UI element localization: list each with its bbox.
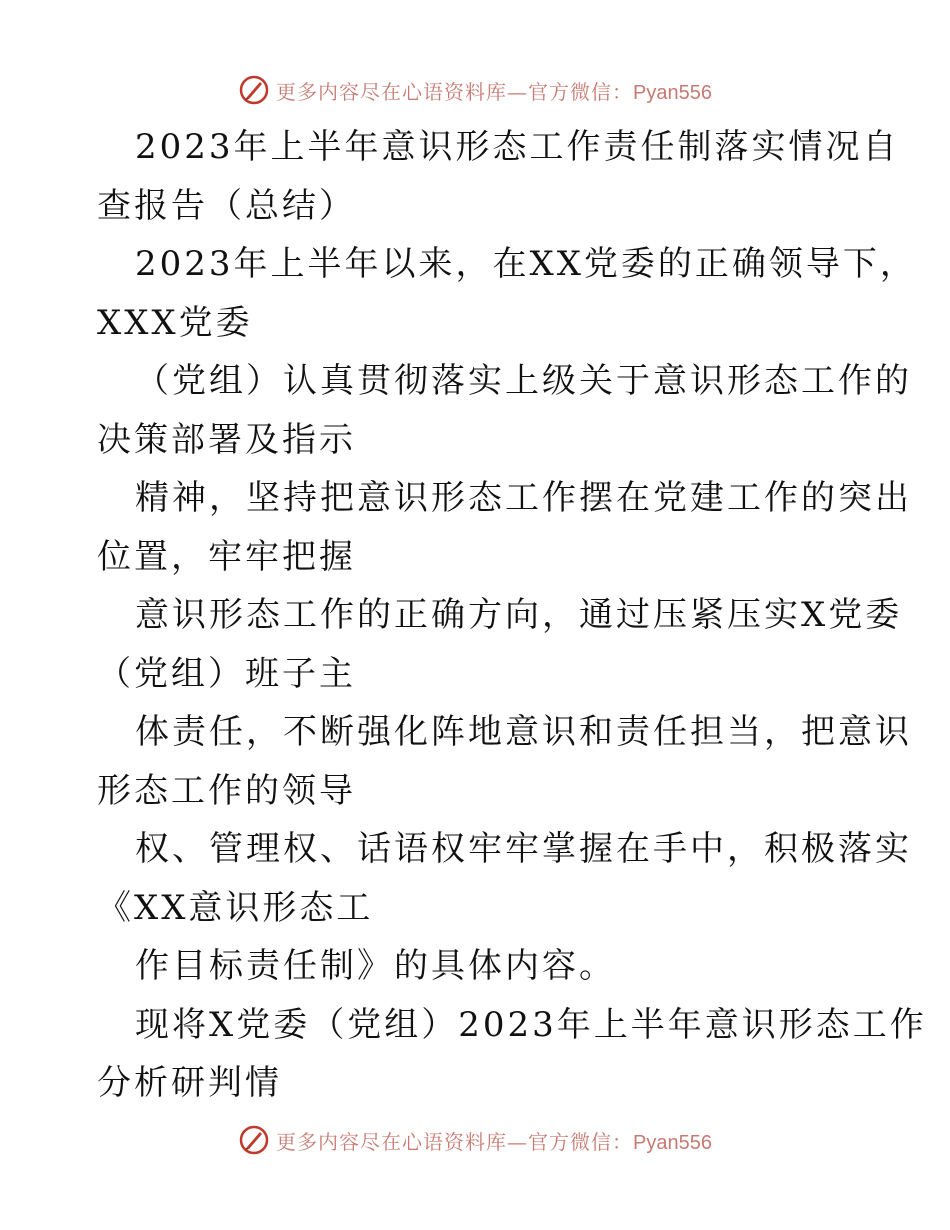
- text-line: 意识形态工作的正确方向，通过压紧压实X党委: [135, 595, 903, 635]
- text-line: 权、管理权、话语权牢牢掌握在手中，积极落实: [135, 829, 912, 869]
- document-body: [97, 118, 927, 1113]
- text-line: 体责任，不断强化阵地意识和责任担当，把意识: [135, 712, 912, 752]
- text-line: 决策部署及指示: [97, 419, 356, 460]
- text-line: 2023年上半年意识形态工作责任制落实情况自: [135, 127, 900, 167]
- text-line: 查报告（总结）: [97, 185, 356, 226]
- footer-watermark: [0, 1120, 950, 1160]
- text-line: 《XX意识形态工: [97, 887, 374, 928]
- text-line: 分析研判情: [97, 1063, 282, 1103]
- text-line: 精神，坚持把意识形态工作摆在党建工作的突出: [135, 478, 912, 518]
- text-line: XXX党委: [97, 302, 253, 343]
- text-line: 2023年上半年以来，在XX党委的正确领导下，: [135, 244, 917, 284]
- quill-pen-logo-icon: [238, 74, 270, 106]
- text-line: 作目标责任制》的具体内容。: [135, 946, 616, 986]
- text-line: 位置，牢牢把握: [97, 536, 356, 577]
- watermark-text: 更多内容尽在心语资料库—官方微信：Pyan556: [276, 79, 712, 104]
- watermark-wechat-id: Pyan556: [633, 81, 712, 104]
- header-watermark: [0, 70, 950, 110]
- text-line: （党组）认真贯彻落实上级关于意识形态工作的: [135, 361, 912, 401]
- watermark-text: 更多内容尽在心语资料库—官方微信：Pyan556: [276, 1129, 712, 1154]
- quill-pen-logo-icon: [238, 1124, 270, 1156]
- text-line: （党组）班子主: [97, 653, 356, 694]
- text-line: 现将X党委（党组）2023年上半年意识形态工作: [135, 1004, 927, 1045]
- watermark-wechat-id: Pyan556: [633, 1131, 712, 1154]
- text-line: 形态工作的领导: [97, 770, 356, 811]
